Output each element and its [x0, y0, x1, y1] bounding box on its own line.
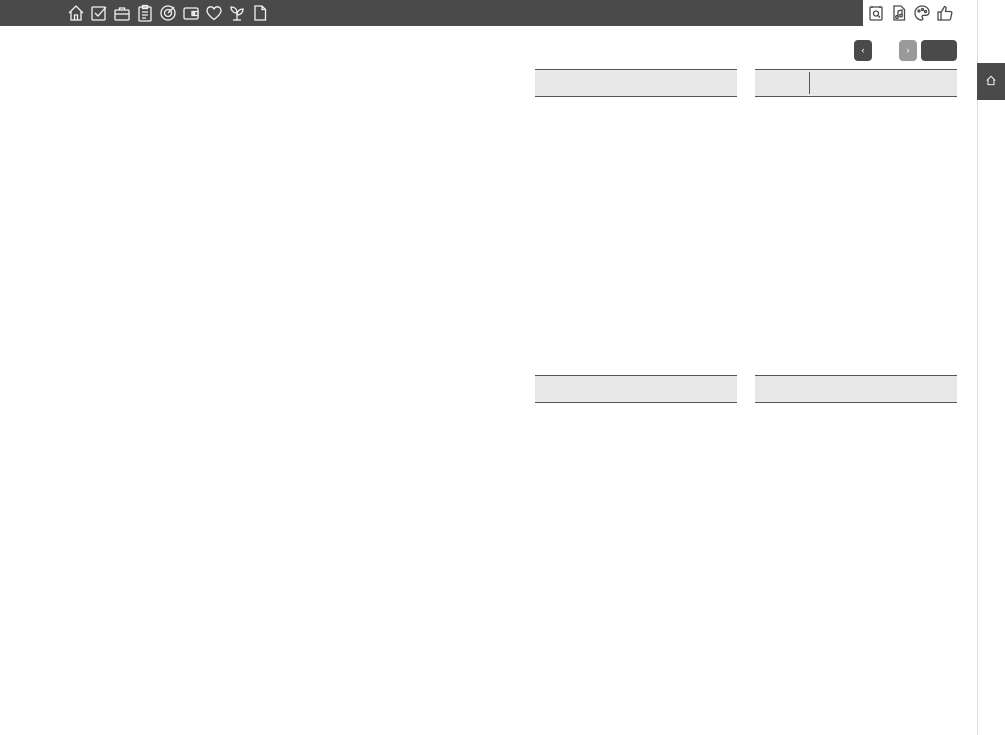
search-note-icon[interactable] — [866, 3, 886, 23]
toolbar-right-group — [863, 0, 977, 26]
year-button[interactable] — [921, 40, 957, 61]
home-icon — [985, 74, 997, 89]
wallet-icon[interactable] — [181, 3, 201, 23]
chevron-right-icon: › — [906, 45, 910, 56]
objectives-header — [535, 375, 737, 403]
checkbox-icon[interactable] — [89, 3, 109, 23]
target-icon[interactable] — [158, 3, 178, 23]
date-event-header — [755, 69, 957, 97]
document-icon[interactable] — [250, 3, 270, 23]
quarter-label — [874, 40, 896, 61]
palette-icon[interactable] — [912, 3, 932, 23]
prev-quarter-button[interactable] — [854, 40, 872, 61]
next-quarter-button[interactable] — [899, 40, 917, 61]
heart-icon[interactable] — [204, 3, 224, 23]
right-sidebar — [977, 0, 1005, 735]
home-icon[interactable] — [66, 3, 86, 23]
chevron-left-icon: ‹ — [861, 45, 865, 56]
top-toolbar — [0, 0, 1005, 26]
header-divider — [809, 72, 810, 94]
briefcase-icon[interactable] — [112, 3, 132, 23]
notes-header — [755, 375, 957, 403]
music-note-icon[interactable] — [889, 3, 909, 23]
sidebar-home-tab[interactable] — [977, 63, 1005, 101]
focus-header — [535, 69, 737, 97]
clipboard-icon[interactable] — [135, 3, 155, 23]
thumbs-up-icon[interactable] — [935, 3, 955, 23]
plant-icon[interactable] — [227, 3, 247, 23]
